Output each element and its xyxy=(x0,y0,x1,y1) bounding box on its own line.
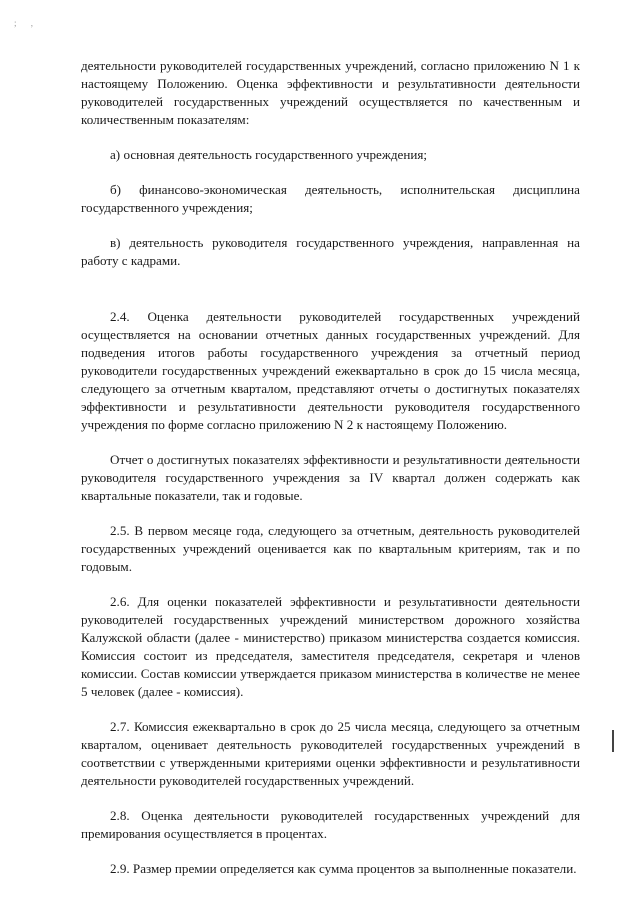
paragraph-2-7: 2.7. Комиссия ежеквартально в срок до 25 числа месяца, следующего за отчетным кварталом, оценивает деятельность руководителей государственных учреждений в соответствии с утвержденными критериями оценки эффективности и результативности деятельности руководителей государственных учреждений. xyxy=(81,719,580,788)
paragraph-continuation: деятельности руководителей государственных учреждений, согласно приложению N 1 к настоящему Положению. Оценка эффективности и результативности деятельности руководителей государственных учреждений осуществляется по качественным и количественным показателям: xyxy=(81,58,580,127)
document-body xyxy=(81,57,580,878)
list-item-b: б) финансово-экономическая деятельность, исполнительская дисциплина государственного учреждения; xyxy=(81,182,580,215)
scan-edge-mark xyxy=(612,730,614,752)
paragraph-2-8: 2.8. Оценка деятельности руководителей государственных учреждений для премирования осуществляется в процентах. xyxy=(81,808,580,841)
paragraph-2-9: 2.9. Размер премии определяется как сумма процентов за выполненные показатели. xyxy=(110,861,577,876)
paragraph-2-5: 2.5. В первом месяце года, следующего за отчетным, деятельность руководителей государственных учреждений оценивается как по квартальным критериям, так и по годовым. xyxy=(81,523,580,574)
paragraph-report-q4: Отчет о достигнутых показателях эффективности и результативности деятельности руководителя государственного учреждения за IV квартал должен содержать как квартальные показатели, так и годовые. xyxy=(81,452,580,503)
list-item-c: в) деятельность руководителя государственного учреждения, направленная на работу с кадрами. xyxy=(81,235,580,268)
paragraph-2-6: 2.6. Для оценки показателей эффективности и результативности деятельности руководителей государственных учреждений министерством дорожного хозяйства Калужской области (далее - министерство) приказом министерства создается комиссия. Комиссия состоит из председателя, заместителя председателя, секретаря и членов комиссии. Состав комиссии утверждается приказом министерства в количестве не менее 5 человек (далее - комиссия). xyxy=(81,594,580,699)
paragraph-2-4: 2.4. Оценка деятельности руководителей государственных учреждений осуществляется на основании отчетных данных государственных учреждений. Для подведения итогов работы государственного учреждения за отчетный период руководители государственных учреждений ежеквартально в срок до 15 числа месяца, следующего за отчетным кварталом, представляют отчеты о достигнутых показателях эффективности и результативности деятельности руководителя государственного учреждения по форме согласно приложению N 2 к настоящему Положению. xyxy=(81,309,580,432)
scan-mark: ; , xyxy=(14,18,40,28)
list-item-a: а) основная деятельность государственного учреждения; xyxy=(110,147,428,162)
